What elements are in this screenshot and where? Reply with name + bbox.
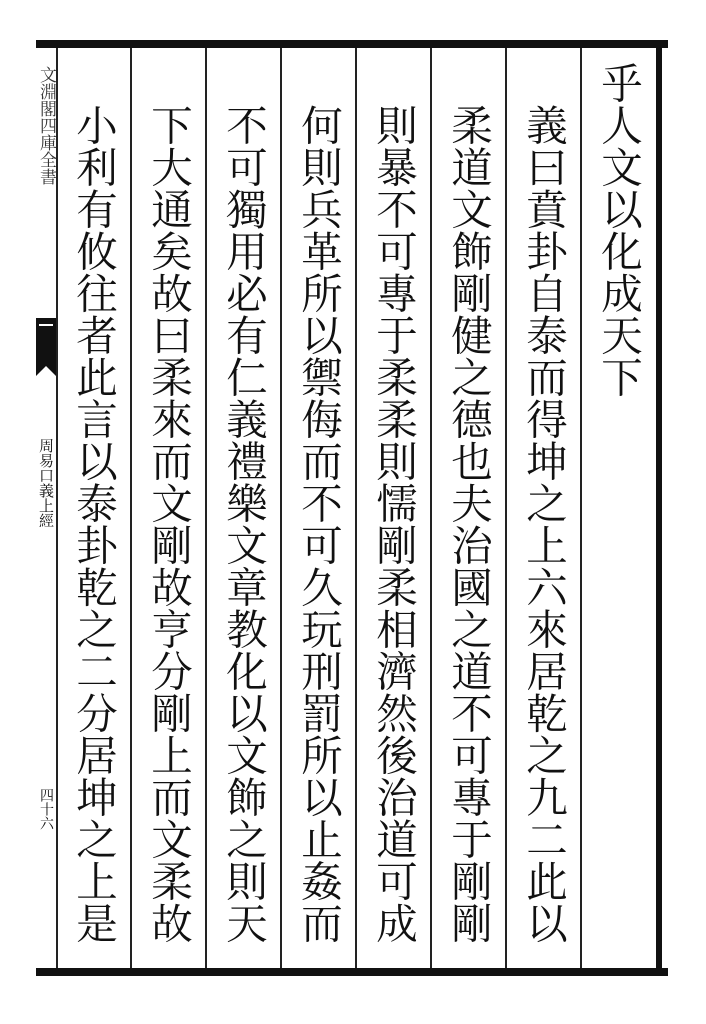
text-column-8: 小利有攸往者此言以泰卦乾之二分居坤之上是 [69,104,118,944]
text-column-2: 義曰賁卦自泰而得坤之上六來居乾之九二此以 [519,104,568,944]
column-rule [505,48,507,968]
column-rule [205,48,207,968]
text-column-7: 下大通矣故曰柔來而文剛故亨分剛上而文柔故 [144,104,193,944]
column-rule [56,48,58,968]
column-rule [280,48,282,968]
book-title: 周易口義上經 [37,438,55,528]
text-panel [56,48,656,968]
page-bottom-border [36,968,668,976]
text-column-5: 何則兵革所以禦侮而不可久玩刑罰所以止姦而 [294,104,343,944]
running-head: 文淵閣四庫全書 [36,66,56,185]
text-column-4: 則暴不可專于柔柔則懦剛柔相濟然後治道可成 [369,104,418,944]
column-rule [355,48,357,968]
column-rule [430,48,432,968]
text-column-6: 不可獨用必有仁義禮樂文章教化以文飾之則天 [219,104,268,944]
text-column-1: 乎人文以化成天下 [594,62,643,398]
page-number: 四十六 [38,788,54,830]
text-column-3: 柔道文飾剛健之德也夫治國之道不可專于剛剛 [444,104,493,944]
page-right-border [656,44,662,972]
column-rule [130,48,132,968]
fishtail-mark-icon [36,318,56,378]
page-margin-strip [36,48,56,968]
page-top-border [36,40,668,48]
column-rule [580,48,582,968]
